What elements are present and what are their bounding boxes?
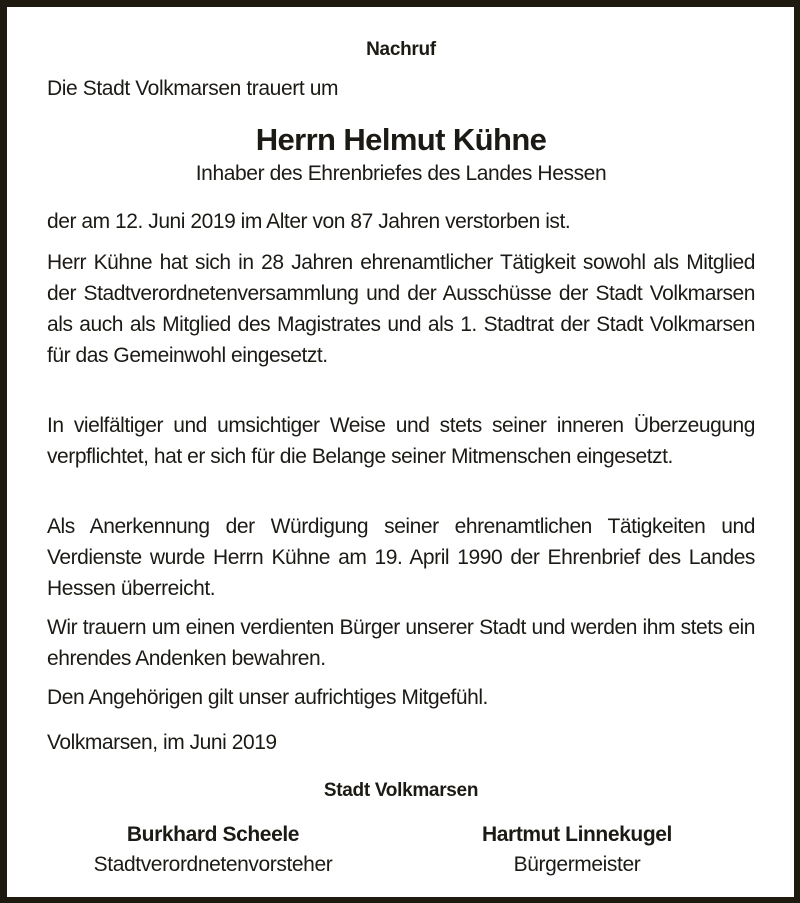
paragraph-service: Herr Kühne hat sich in 28 Jahren ehrenamtlicher Tätigkeit sowohl als Mitglied der Stadtverordnetenversammlung und der Ausschüsse der Stadt Volkmarsen als auch als Mitglied des Magistrates und als 1. Stadtrat der Stadt Volkmarsen für das Gemeinwohl eingesetzt.	[47, 251, 755, 367]
deceased-name: Herrn Helmut Kühne	[255, 122, 547, 157]
place-date: Volkmarsen, im Juni 2019	[47, 731, 277, 754]
signatory-name: Burkhard Scheele	[126, 823, 300, 846]
death-line: der am 12. Juni 2019 im Alter von 87 Jahren verstorben ist.	[47, 210, 571, 233]
signatory-role: Bürgermeister	[513, 853, 641, 876]
paragraph-mourning: Wir trauern um einen verdienten Bürger unserer Stadt und werden ihm stets ein ehrendes Andenken bewahren.	[47, 616, 755, 670]
paragraph-condolence: Den Angehörigen gilt unser aufrichtiges Mitgefühl.	[47, 686, 488, 709]
paragraph-character: In vielfältiger und umsichtiger Weise und stets seiner inneren Überzeugung verpflichtet, hat er sich für die Belange seiner Mitmenschen eingesetzt.	[47, 414, 755, 468]
signatory-name: Hartmut Linnekugel	[482, 823, 672, 846]
signatory-left	[43, 821, 383, 881]
obituary-heading: Nachruf	[366, 39, 436, 60]
signatory-role: Stadtverordnetenvorsteher	[93, 853, 333, 876]
paragraph-award: Als Anerkennung der Würdigung seiner ehrenamtlichen Tätigkeiten und Verdienste wurde Herrn Kühne am 19. April 1990 der Ehrenbrief des Landes Hessen überreicht.	[47, 515, 755, 600]
organization-name: Stadt Volkmarsen	[323, 780, 479, 801]
deceased-title: Inhaber des Ehrenbriefes des Landes Hessen	[195, 162, 607, 185]
signatory-right	[407, 821, 747, 881]
intro-line: Die Stadt Volkmarsen trauert um	[47, 77, 339, 100]
